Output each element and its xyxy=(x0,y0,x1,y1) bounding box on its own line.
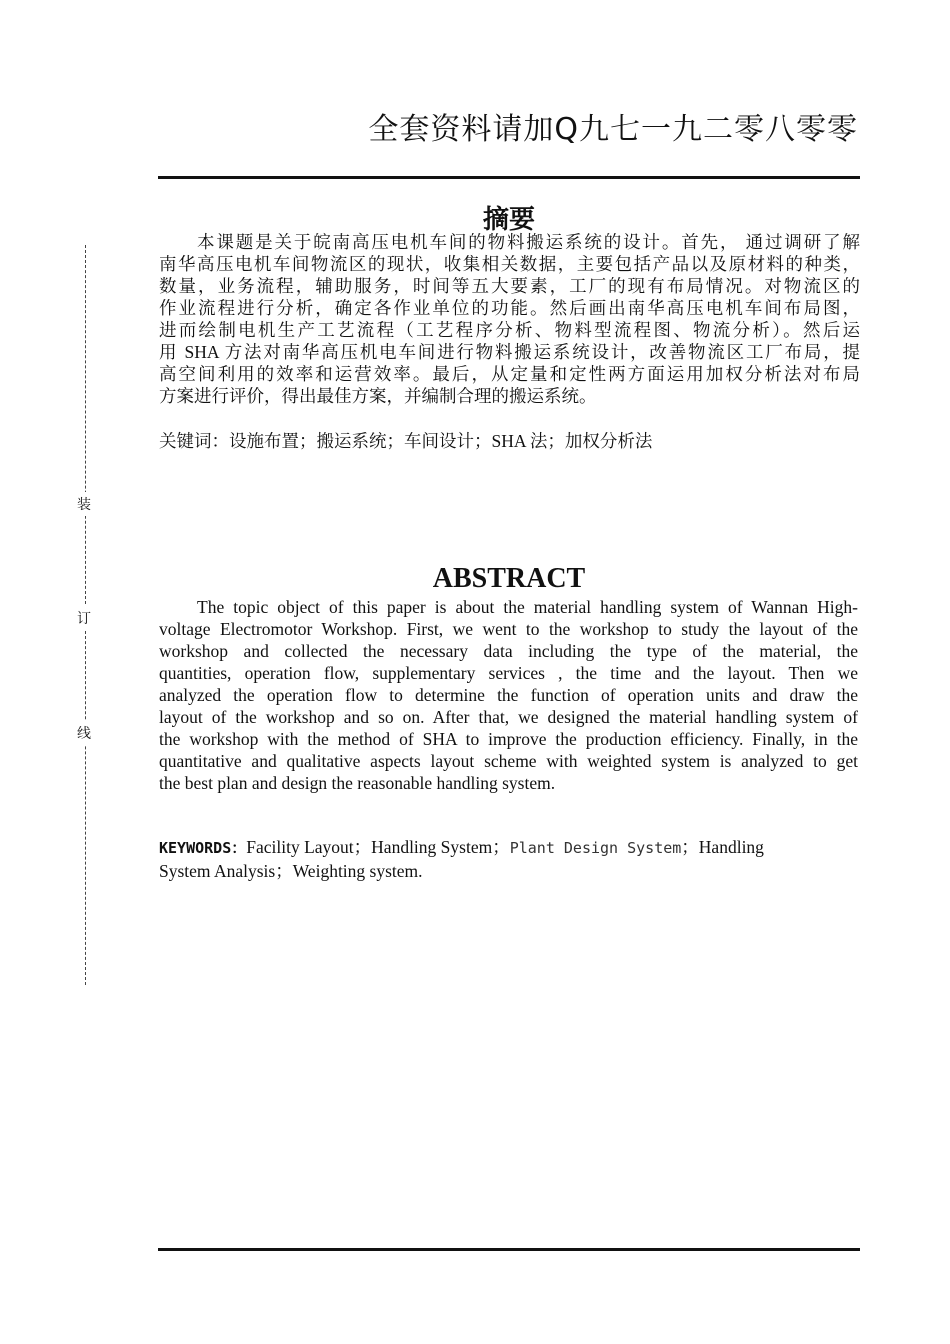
abstract-en-title: ABSTRACT xyxy=(432,563,586,594)
paragraph-line: the workshop with the method of SHA to improve the production efficiency. Finally, in the xyxy=(159,729,858,749)
paragraph-line: quantitative and qualitative aspects layout scheme with weighted system is analyzed to get xyxy=(159,751,858,771)
keywords-en xyxy=(159,836,858,858)
keywords-en-part: Facility Layout；Handling System； xyxy=(246,837,510,857)
keywords-en-label: KEYWORDS： xyxy=(159,839,247,857)
keywords-en-part: Plant Design System xyxy=(509,839,682,857)
binding-mark: 线 xyxy=(77,721,91,745)
paragraph-line: 进而绘制电机生产工艺流程（工艺程序分析、物料型流程图、物流分析）。然后运 xyxy=(159,320,860,340)
paragraph-line: 方案进行评价，得出最佳方案，并编制合理的搬运系统。 xyxy=(159,386,597,406)
keywords-zh: 关键词：设施布置；搬运系统；车间设计；SHA 法；加权分析法 xyxy=(159,431,653,451)
paragraph-line: 数量，业务流程，辅助服务，时间等五大要素，工厂的现有布局情况。对物流区的 xyxy=(159,276,860,296)
paragraph-line: 作业流程进行分析，确定各作业单位的功能。然后画出南华高压电机车间布局图， xyxy=(159,298,860,318)
bottom-rule xyxy=(158,1248,860,1251)
paragraph-line: 南华高压电机车间物流区的现状，收集相关数据，主要包括产品以及原材料的种类， xyxy=(159,254,860,274)
paragraph-line: 本课题是关于皖南高压电机车间的物料搬运系统的设计。首先， 通过调研了解 xyxy=(197,232,860,252)
paragraph-line: the best plan and design the reasonable handling system. xyxy=(159,773,556,793)
paragraph-line: layout of the workshop and so on. After that, we designed the material handling system of xyxy=(159,707,858,727)
binding-mark: 订 xyxy=(77,606,91,630)
paragraph-line: 高空间利用的效率和运营效率。最后，从定量和定性两方面运用加权分析法对布局 xyxy=(159,364,860,384)
top-rule xyxy=(158,176,860,179)
binding-mark: 装 xyxy=(77,492,91,516)
paragraph-line: voltage Electromotor Workshop. First, we went to the workshop to study the layout of the xyxy=(159,619,858,639)
abstract-zh-title: 摘要 xyxy=(482,205,535,235)
paragraph-line: quantities, operation flow, supplementary services , the time and the layout. Then we xyxy=(159,663,858,683)
header-text: 全套资料请加Q九七一九二零八零零 xyxy=(368,112,858,147)
paragraph-line: analyzed the operation flow to determine the function of operation units and draw the xyxy=(159,685,858,705)
keywords-en-part: ；Handling xyxy=(681,837,764,857)
paragraph-line: workshop and collected the necessary data including the type of the material, the xyxy=(159,641,858,661)
paragraph-line: The topic object of this paper is about the material handling system of Wannan High- xyxy=(197,597,858,617)
keywords-en-line2: System Analysis；Weighting system. xyxy=(159,861,423,881)
paragraph-line: 用 SHA 方法对南华高压机电车间进行物料搬运系统设计，改善物流区工厂布局，提 xyxy=(159,342,860,362)
